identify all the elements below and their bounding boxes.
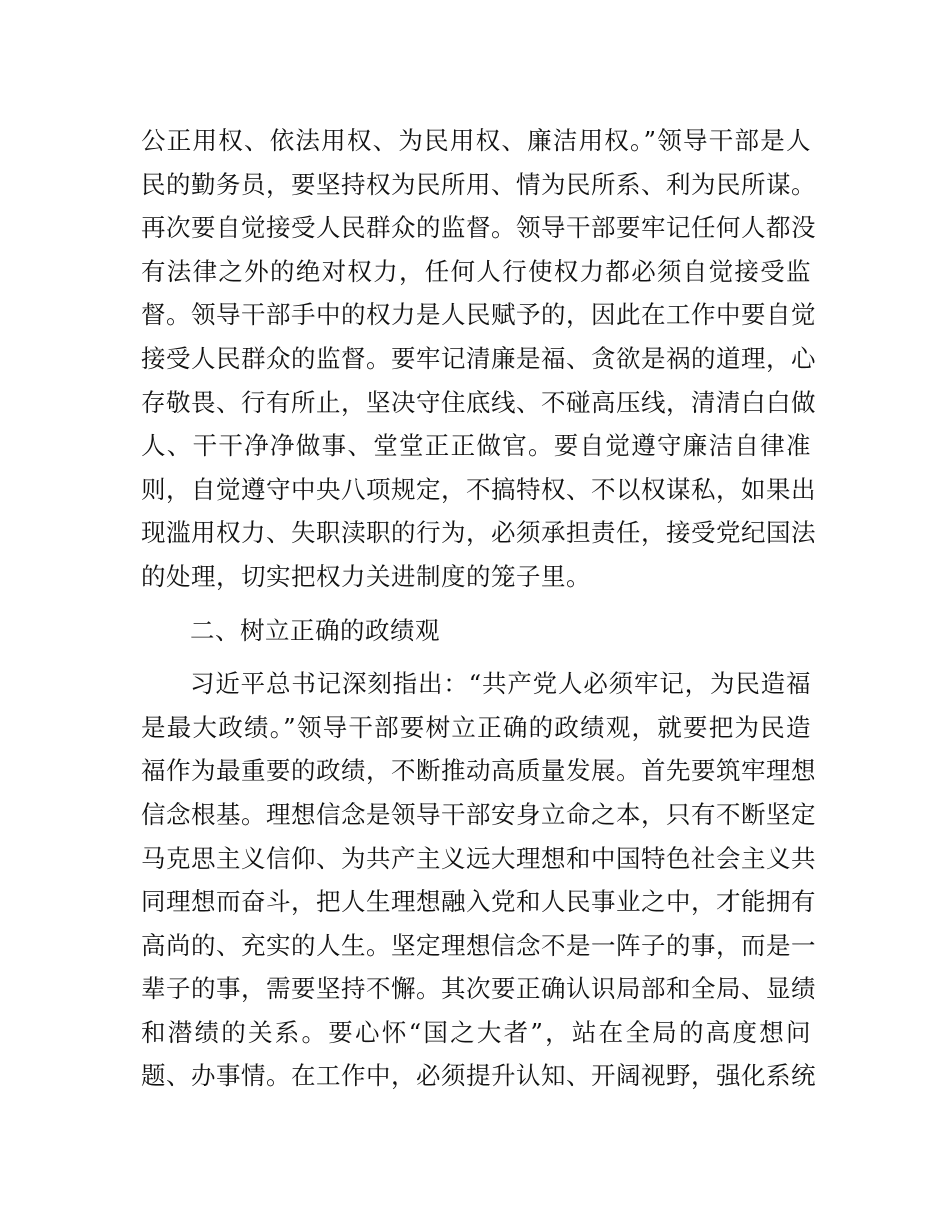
text-line: 督。领导干部手中的权力是人民赋予的，因此在工作中要自觉 <box>141 300 816 330</box>
text-line: 人、干干净净做事、堂堂正正做官。要自觉遵守廉洁自律准 <box>141 431 811 461</box>
text-line: 有法律之外的绝对权力，任何人行使权力都必须自觉接受监 <box>141 256 811 286</box>
paragraph-performance-view <box>141 662 816 1098</box>
text-line: 存敬畏、行有所止，坚决守住底线、不碰高压线，清清白白做 <box>141 387 816 417</box>
text-line: 和潜绩的关系。要心怀“国之大者”，站在全局的高度想问 <box>141 1017 811 1047</box>
text-line: 接受人民群众的监督。要牢记清廉是福、贪欲是祸的道理，心 <box>141 343 816 373</box>
text-line: 福作为最重要的政绩，不断推动高质量发展。首先要筑牢理想 <box>141 756 816 786</box>
text-line: 高尚的、充实的人生。坚定理想信念不是一阵子的事，而是一 <box>141 930 816 960</box>
text-line: 的处理，切实把权力关进制度的笼子里。 <box>141 561 591 591</box>
text-line: 现滥用权力、失职渎职的行为，必须承担责任，接受党纪国法 <box>141 518 816 548</box>
section-heading: 二、树立正确的政绩观 <box>190 615 440 645</box>
text-line: 民的勤务员，要坚持权为民所用、情为民所系、利为民所谋。 <box>141 169 816 199</box>
text-line: 则，自觉遵守中央八项规定，不搞特权、不以权谋私，如果出 <box>141 474 816 504</box>
text-line: 信念根基。理想信念是领导干部安身立命之本，只有不断坚定 <box>141 799 816 829</box>
paragraph-power-supervision <box>141 119 816 599</box>
text-line: 习近平总书记深刻指出：“共产党人必须牢记，为民造福 <box>190 669 811 699</box>
text-line: 再次要自觉接受人民群众的监督。领导干部要牢记任何人都没 <box>141 213 816 243</box>
text-line: 是最大政绩。”领导干部要树立正确的政绩观，就要把为民造 <box>141 712 811 742</box>
text-line: 题、办事情。在工作中，必须提升认知、开阔视野，强化系统 <box>141 1061 816 1091</box>
text-line: 同理想而奋斗，把人生理想融入党和人民事业之中，才能拥有 <box>141 887 816 917</box>
text-line: 马克思主义信仰、为共产主义远大理想和中国特色社会主义共 <box>141 843 816 873</box>
text-line: 公正用权、依法用权、为民用权、廉洁用权。”领导干部是人 <box>141 126 811 155</box>
document-body <box>141 119 816 1098</box>
text-line: 辈子的事，需要坚持不懈。其次要正确认识局部和全局、显绩 <box>141 974 816 1004</box>
